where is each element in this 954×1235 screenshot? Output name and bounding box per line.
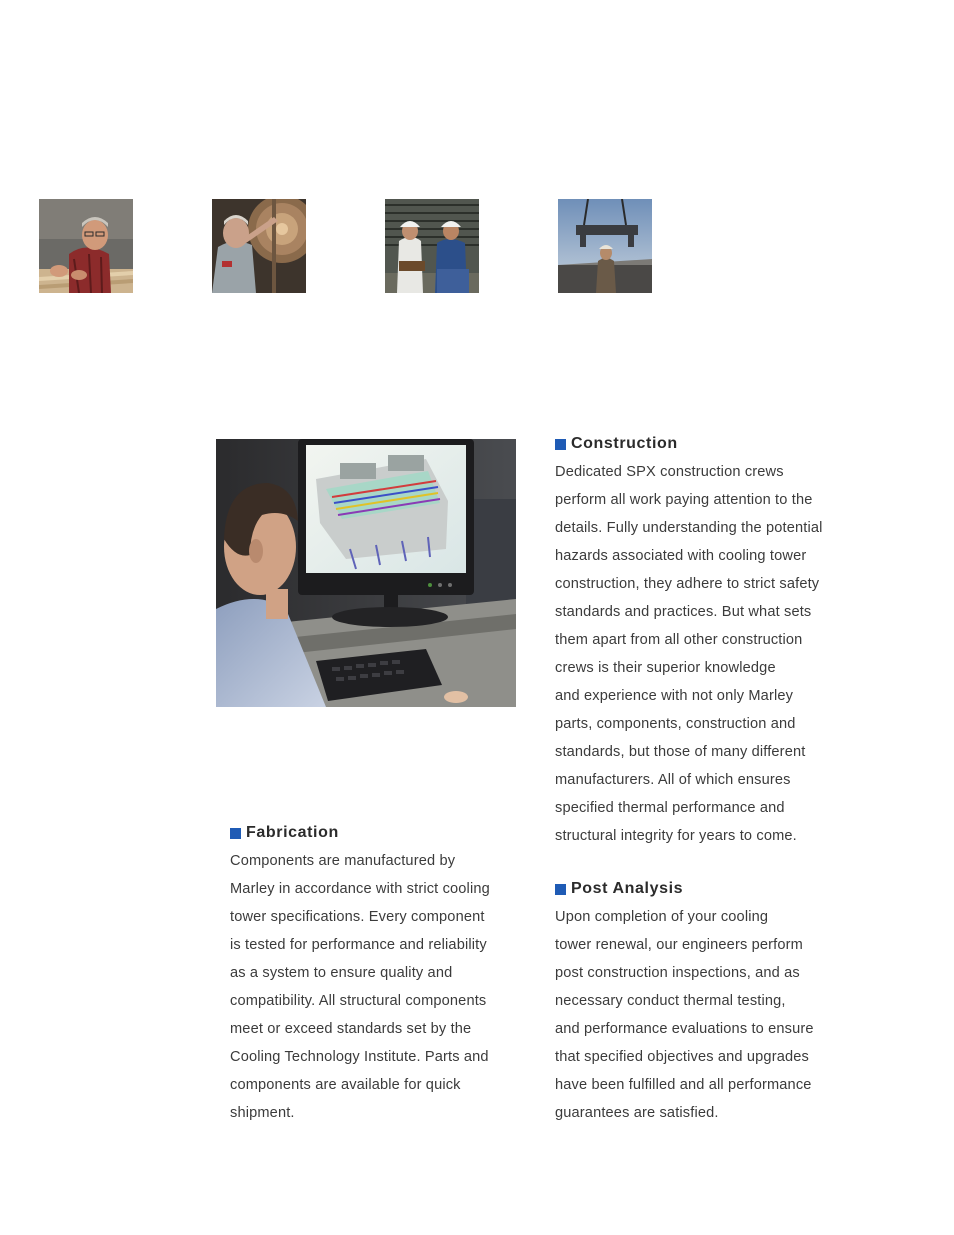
body-line: standards, but those of many different	[555, 744, 806, 760]
body-line: Upon completion of your cooling	[555, 909, 769, 925]
body-line: construction, they adhere to strict safety	[555, 576, 820, 592]
fabrication-heading	[230, 822, 530, 844]
photo-workers-thumbnail	[385, 199, 479, 293]
post-analysis-title: Post Analysis	[571, 880, 684, 897]
photo-crane-thumbnail	[558, 199, 652, 293]
body-line: post construction inspections, and as	[555, 965, 800, 981]
body-line: and experience with not only Marley	[555, 688, 794, 704]
photo-engineer-computer	[216, 439, 516, 707]
body-line: as a system to ensure quality and	[230, 965, 453, 981]
body-line: Marley in accordance with strict cooling	[230, 881, 490, 897]
body-line: components are available for quick	[230, 1077, 461, 1093]
body-line: details. Fully understanding the potential	[555, 520, 823, 536]
construction-body	[555, 458, 855, 850]
fabrication-title: Fabrication	[246, 824, 339, 841]
body-line: hazards associated with cooling tower	[555, 548, 807, 564]
construction-section	[555, 433, 855, 850]
body-line: that specified objectives and upgrades	[555, 1049, 809, 1065]
square-bullet-icon	[555, 439, 566, 450]
body-line: standards and practices. But what sets	[555, 604, 812, 620]
body-line: tower renewal, our engineers perform	[555, 937, 803, 953]
post-analysis-heading	[555, 878, 855, 900]
square-bullet-icon	[230, 828, 241, 839]
body-line: guarantees are satisfied.	[555, 1105, 719, 1121]
body-line: Cooling Technology Institute. Parts and	[230, 1049, 489, 1065]
body-line: is tested for performance and reliability	[230, 937, 487, 953]
square-bullet-icon	[555, 884, 566, 895]
fabrication-section	[230, 822, 530, 1127]
body-line: necessary conduct thermal testing,	[555, 993, 786, 1009]
construction-heading	[555, 433, 855, 455]
body-line: Components are manufactured by	[230, 853, 456, 869]
body-line: perform all work paying attention to the	[555, 492, 813, 508]
post-analysis-section	[555, 878, 855, 1127]
body-line: tower specifications. Every component	[230, 909, 485, 925]
body-line: crews is their superior knowledge	[555, 660, 776, 676]
body-line: and performance evaluations to ensure	[555, 1021, 814, 1037]
body-line: have been fulfilled and all performance	[555, 1077, 812, 1093]
body-line: meet or exceed standards set by the	[230, 1021, 472, 1037]
body-line: specified thermal performance and	[555, 800, 785, 816]
body-line: parts, components, construction and	[555, 716, 796, 732]
post-analysis-body	[555, 903, 855, 1127]
body-line: compatibility. All structural components	[230, 993, 487, 1009]
photo-technician-thumbnail	[212, 199, 306, 293]
body-line: shipment.	[230, 1105, 295, 1121]
body-line: them apart from all other construction	[555, 632, 803, 648]
photo-craftsman-thumbnail	[39, 199, 133, 293]
body-line: structural integrity for years to come.	[555, 828, 797, 844]
body-line: Dedicated SPX construction crews	[555, 464, 784, 480]
body-line: manufacturers. All of which ensures	[555, 772, 791, 788]
fabrication-body	[230, 847, 530, 1127]
construction-title: Construction	[571, 435, 678, 452]
